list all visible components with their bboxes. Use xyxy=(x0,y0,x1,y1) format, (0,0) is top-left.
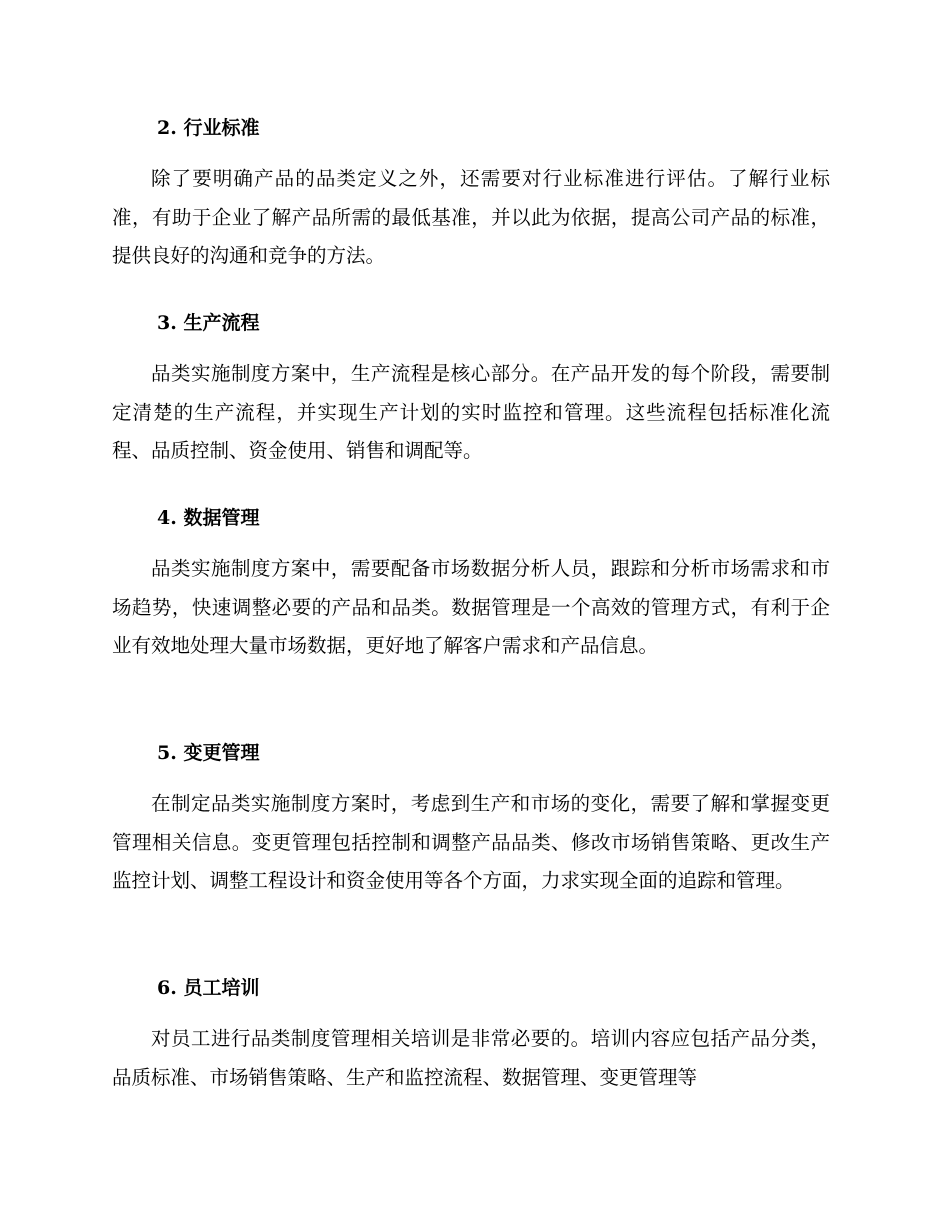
section-paragraph: 品类实施制度方案中，生产流程是核心部分。在产品开发的每个阶段，需要制定清楚的生产流程，并实现生产计划的实时监控和管理。这些流程包括标准化流程、品质控制、资金使用、销售和调配等。 xyxy=(112,362,830,462)
section-heading: 5. 变更管理 xyxy=(157,742,260,764)
section-change-management xyxy=(112,741,830,901)
section-heading: 3. 生产流程 xyxy=(157,312,260,334)
section-paragraph: 对员工进行品类制度管理相关培训是非常必要的。培训内容应包括产品分类，品质标准、市场销售策略、生产和监控流程、数据管理、变更管理等 xyxy=(112,1027,830,1089)
section-data-management xyxy=(112,506,830,666)
section-industry-standards xyxy=(112,116,830,276)
section-production-process xyxy=(112,311,830,471)
section-heading: 2. 行业标准 xyxy=(157,117,260,139)
section-paragraph: 品类实施制度方案中，需要配备市场数据分析人员，跟踪和分析市场需求和市场趋势，快速调整必要的产品和品类。数据管理是一个高效的管理方式，有利于企业有效地处理大量市场数据，更好地了解客户需求和产品信息。 xyxy=(112,557,830,657)
section-employee-training xyxy=(112,976,830,1097)
section-heading: 4. 数据管理 xyxy=(157,507,260,529)
section-heading: 6. 员工培训 xyxy=(157,977,260,999)
section-paragraph: 在制定品类实施制度方案时，考虑到生产和市场的变化，需要了解和掌握变更管理相关信息。变更管理包括控制和调整产品品类、修改市场销售策略、更改生产监控计划、调整工程设计和资金使用等各个方面，力求实现全面的追踪和管理。 xyxy=(112,792,830,892)
section-paragraph: 除了要明确产品的品类定义之外，还需要对行业标准进行评估。了解行业标准，有助于企业了解产品所需的最低基准，并以此为依据，提高公司产品的标准，提供良好的沟通和竞争的方法。 xyxy=(112,167,830,267)
